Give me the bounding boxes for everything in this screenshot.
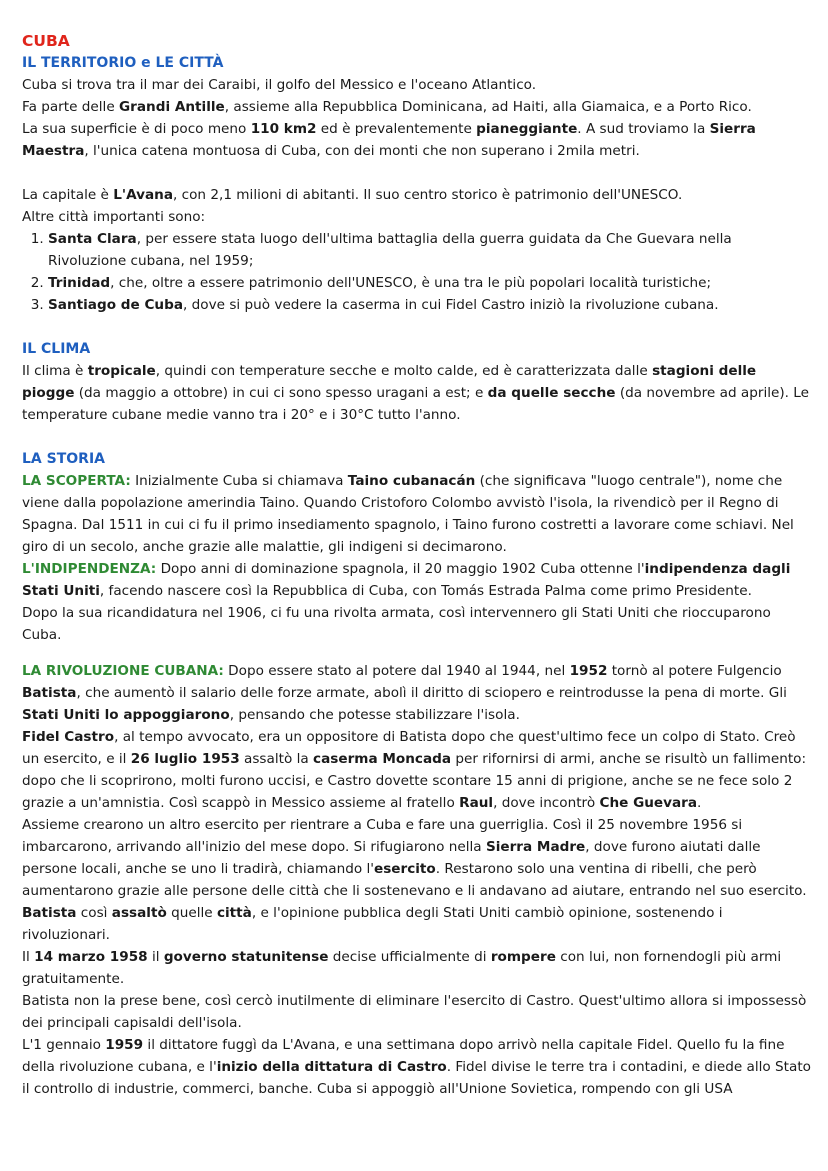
paragraph: Fa parte delle Grandi Antille, assieme alla Repubblica Dominicana, ad Haiti, alla Giamaica, e a Porto Rico. [22,99,752,115]
paragraph: LA RIVOLUZIONE CUBANA: Dopo essere stato al potere dal 1940 al 1944, nel 1952 tornò al potere Fulgencio Batista, che aumentò il salario delle forze armate, abolì il diritto di sciopero e reintrodusse la pena di morte. Gli Stati Uniti lo appoggiarono, pensando che potesse stabilizzare l'isola. [22,663,787,723]
paragraph: La capitale è L'Avana, con 2,1 milioni di abitanti. Il suo centro storico è patrimonio dell'UNESCO. [22,187,683,203]
paragraph: Batista non la prese bene, così cercò inutilmente di eliminare l'esercito di Castro. Quest'ultimo allora si impossessò dei principali capisaldi dell'isola. [22,993,807,1031]
paragraph: La sua superficie è di poco meno 110 km2 ed è prevalentemente pianeggiante. A sud troviamo la Sierra Maestra, l'unica catena montuosa di Cuba, con dei monti che non superano i 2mila metri. [22,121,756,159]
paragraph: Fidel Castro, al tempo avvocato, era un oppositore di Batista dopo che quest'ultimo fece un colpo di Stato. Creò un esercito, e il 26 luglio 1953 assaltò la caserma Moncada per rifornirsi di armi, anche se risultò un fallimento: dopo che li scoprirono, molti furono uccisi, e Castro dovette scontare 15 anni di prigione, anche se ne fece solo 2 grazie a un'amnistia. Così scappò in Messico assieme al fratello Raul, dove incontrò Che Guevara. [22,729,807,811]
paragraph: L'INDIPENDENZA: Dopo anni di dominazione spagnola, il 20 maggio 1902 Cuba ottenne l'indipendenza dagli Stati Uniti, facendo nascere così la Repubblica di Cuba, con Tomás Estrada Palma come primo Presidente. [22,561,791,599]
paragraph: Il 14 marzo 1958 il governo statunitense decise ufficialmente di rompere con lui, non fornendogli più armi gratuitamente. [22,949,782,987]
paragraph: LA SCOPERTA: Inizialmente Cuba si chiamava Taino cubanacán (che significava "luogo centrale"), nome che viene dalla popolazione amerindia Taino. Quando Cristoforo Colombo avvistò l'isola, la rivendicò per il Regno di Spagna. Dal 1511 in cui ci fu il primo insediamento spagnolo, i Taino furono costretti a lavorare come schiavi. Nel giro di un secolo, anche grazie alle malattie, gli indigeni si decimarono. [22,473,794,555]
paragraph: Il clima è tropicale, quindi con temperature secche e molto calde, ed è caratterizzata dalle stagioni delle piogge (da maggio a ottobre) in cui ci sono spesso uragani a est; e da quelle secche (da novembre ad aprile). Le temperature cubane medie vanno tra i 20° e i 30°C tutto l'anno. [22,363,810,423]
heading-storia: LA STORIA [22,451,105,467]
list-item: 2. Trinidad, che, oltre a essere patrimonio dell'UNESCO, è una tra le più popolari località turistiche; [48,272,812,294]
list-item: 3. Santiago de Cuba, dove si può vedere la caserma in cui Fidel Castro iniziò la rivoluzione cubana. [48,294,812,316]
heading-territorio: IL TERRITORIO e LE CITTÀ [22,55,224,71]
paragraph: Cuba si trova tra il mar dei Caraibi, il golfo del Messico e l'oceano Atlantico. [22,77,537,93]
paragraph: Altre città importanti sono: [22,209,206,225]
paragraph: Batista così assaltò quelle città, e l'opinione pubblica degli Stati Uniti cambiò opinione, sostenendo i rivoluzionari. [22,905,723,943]
paragraph: Dopo la sua ricandidatura nel 1906, ci fu una rivolta armata, così intervennero gli Stati Uniti che rioccuparono Cuba. [22,605,771,643]
list-item: 1. Santa Clara, per essere stata luogo dell'ultima battaglia della guerra guidata da Che Guevara nella Rivoluzione cubana, nel 1959; [48,228,812,272]
document-title: CUBA [22,32,70,50]
document-page [22,30,812,1100]
heading-clima: IL CLIMA [22,341,91,357]
paragraph: Assieme crearono un altro esercito per rientrare a Cuba e fare una guerriglia. Così il 25 novembre 1956 si imbarcarono, arrivando all'inizio del mese dopo. Si rifugiarono nella Sierra Madre, dove furono aiutati dalle persone locali, anche se uno li tradirà, chiamando l'esercito. Restarono solo una ventina di ribelli, che però aumentarono grazie alle persone delle città che li sostenevano e li andavano ad aiutare, entrando nel suo esercito. [22,817,807,899]
paragraph: L'1 gennaio 1959 il dittatore fuggì da L'Avana, e una settimana dopo arrivò nella capitale Fidel. Quello fu la fine della rivoluzione cubana, e l'inizio della dittatura di Castro. Fidel divise le terre tra i contadini, e diede allo Stato il controllo di industrie, commerci, banche. Cuba si appoggiò all'Unione Sovietica, rompendo con gli USA [22,1037,811,1097]
cities-list [22,228,812,316]
